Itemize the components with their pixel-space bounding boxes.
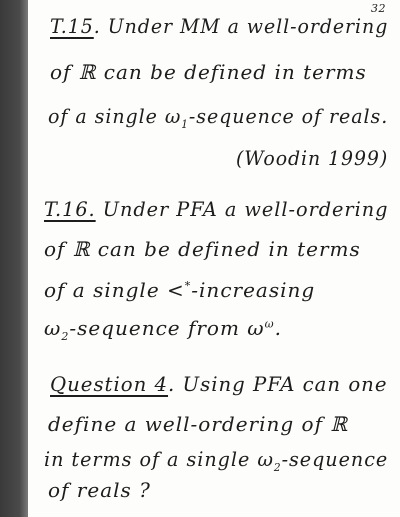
- page-number: 32: [371, 2, 386, 15]
- t15-citation: (Woodin 1999): [236, 146, 389, 170]
- t15-line-3-pre: of a single ω: [48, 104, 182, 128]
- t16-line-4-end: .: [274, 316, 282, 340]
- question4-line-1-text: . Using PFA can one: [168, 372, 388, 396]
- question4-line-3-pre: in terms of a single ω: [44, 447, 274, 471]
- t16-line-4-sub: 2: [61, 330, 70, 343]
- question4-line-1: [50, 372, 387, 396]
- page-binding-edge: [0, 0, 28, 517]
- t16-line-4-pre: ω: [44, 316, 62, 340]
- t16-line-4-sup: ω: [264, 317, 275, 331]
- t16-line-3: [44, 278, 315, 302]
- t15-line-1: [50, 14, 388, 38]
- t16-line-2: of ℝ can be defined in terms: [44, 237, 361, 261]
- t16-line-3-sup: *: [184, 279, 192, 293]
- t15-line-1-text: . Under MM a well-ordering: [93, 14, 389, 38]
- t16-line-1: [44, 197, 388, 221]
- t16-label: T.16.: [44, 197, 96, 221]
- t16-line-1-text: Under PFA a well-ordering: [95, 197, 389, 221]
- question4-label: Question 4: [50, 372, 169, 396]
- question4-line-3-post: -sequence: [281, 447, 389, 471]
- question4-line-3-sub: 2: [273, 461, 282, 474]
- t16-line-3-pre: of a single <: [44, 278, 185, 302]
- t16-line-3-post: -increasing: [191, 278, 316, 302]
- t15-label: T.15: [50, 14, 94, 38]
- t16-line-4-mid: -sequence from ω: [69, 316, 265, 340]
- question4-line-2: define a well-ordering of ℝ: [48, 412, 348, 436]
- question4-line-4: of reals ?: [48, 478, 151, 502]
- t15-line-3: [48, 104, 388, 131]
- t15-line-3-sub: 1: [181, 118, 189, 131]
- question4-line-3: [44, 447, 388, 474]
- t15-line-2: of ℝ can be defined in terms: [50, 60, 367, 84]
- t16-line-4: [44, 316, 282, 343]
- t15-line-3-post: -sequence of reals.: [188, 104, 389, 128]
